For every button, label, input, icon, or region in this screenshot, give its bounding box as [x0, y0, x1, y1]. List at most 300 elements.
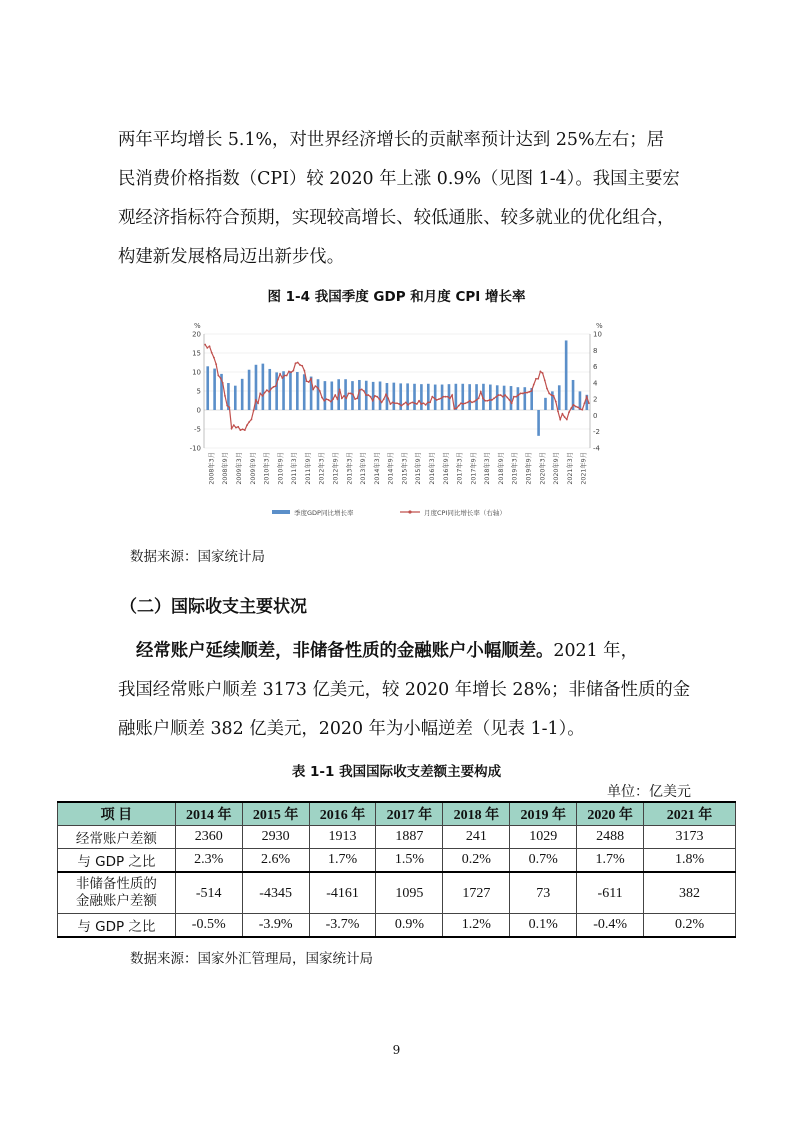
cpi-point	[268, 391, 270, 393]
x-tick-label: 2008年3月	[208, 452, 216, 485]
cpi-point	[235, 427, 237, 429]
cpi-point	[376, 396, 378, 398]
x-tick-label: 2010年3月	[263, 452, 271, 485]
gdp-bar	[427, 384, 430, 410]
cpi-point	[306, 380, 308, 382]
cpi-point	[372, 400, 374, 402]
table-cell: 3173	[644, 826, 736, 849]
x-tick-label: 2012年9月	[332, 452, 340, 485]
bop-paragraph	[118, 671, 700, 749]
gdp-bar	[324, 381, 327, 410]
x-tick-label: 2011年9月	[304, 452, 312, 485]
cpi-point	[277, 379, 279, 381]
right-axis-unit: %	[596, 322, 603, 330]
cpi-point	[339, 388, 341, 390]
cpi-point	[264, 392, 266, 394]
x-tick-label: 2016年3月	[429, 452, 436, 485]
table-cell: 1.8%	[644, 849, 736, 873]
x-tick-label: 2009年9月	[249, 452, 257, 485]
cpi-point	[213, 357, 215, 359]
gdp-cpi-chart	[180, 316, 610, 531]
table-cell: 2360	[175, 826, 242, 849]
cpi-point	[387, 397, 389, 399]
cpi-point	[460, 402, 462, 404]
row-label-line: 金融账户差额	[75, 893, 157, 909]
cpi-point	[502, 396, 504, 398]
cpi-point	[573, 404, 575, 406]
header-cell: 2017 年	[376, 802, 443, 826]
cpi-point	[478, 397, 480, 399]
cpi-point	[231, 428, 233, 430]
right-tick-label: 2	[593, 395, 598, 404]
cpi-point	[303, 370, 305, 372]
cpi-point	[206, 347, 208, 349]
cpi-point	[451, 394, 453, 396]
cpi-point	[350, 393, 352, 395]
cpi-point	[438, 398, 440, 400]
x-tick-label: 2019年3月	[511, 452, 519, 485]
cpi-point	[279, 373, 281, 375]
cpi-point	[365, 394, 367, 396]
x-tick-label: 2019年9月	[525, 452, 533, 485]
cpi-point	[464, 402, 466, 404]
legend-label: 月度CPI同比增长率（右轴）	[424, 509, 506, 517]
row-label-line: 非储备性质的	[75, 876, 157, 892]
cpi-point	[248, 421, 250, 423]
table-row	[58, 872, 736, 914]
cpi-point	[334, 394, 336, 396]
cpi-point	[484, 400, 486, 402]
cpi-point	[259, 393, 261, 395]
table-row	[58, 826, 736, 849]
cpi-point	[539, 371, 541, 373]
cpi-point	[396, 402, 398, 404]
gdp-bar	[565, 340, 568, 410]
figure-caption: 图 1-4 我国季度 GDP 和月度 CPI 增长率	[267, 289, 526, 305]
cpi-point	[310, 378, 312, 380]
cpi-point	[581, 409, 583, 411]
cpi-point	[436, 399, 438, 401]
cpi-point	[385, 393, 387, 395]
cpi-point	[253, 410, 255, 412]
cpi-point	[495, 396, 497, 398]
row-label: 与 GDP 之比	[58, 914, 176, 938]
row-label	[58, 872, 176, 914]
cpi-point	[473, 401, 475, 403]
cpi-point	[341, 397, 343, 399]
left-tick-label: -5	[194, 425, 201, 434]
cpi-point	[517, 394, 519, 396]
right-tick-label: 10	[593, 330, 602, 339]
cpi-point	[326, 398, 328, 400]
cpi-point	[328, 399, 330, 401]
table-cell: 1.7%	[577, 849, 644, 873]
cpi-point	[467, 402, 469, 404]
cpi-point	[487, 400, 489, 402]
text-line: 两年平均增长 5.1%，对世界经济增长的贡献率预计达到 25%左右；居	[118, 130, 665, 150]
gdp-bar	[503, 386, 506, 410]
cpi-point	[383, 398, 385, 400]
x-tick-label: 2015年3月	[401, 452, 409, 485]
x-tick-label: 2014年3月	[373, 452, 381, 485]
x-tick-label: 2014年9月	[387, 452, 395, 485]
cpi-point	[418, 400, 420, 402]
cpi-point	[370, 396, 372, 398]
cpi-point	[354, 398, 356, 400]
table-cell: 1913	[309, 826, 376, 849]
cpi-point	[312, 388, 314, 390]
cpi-point	[453, 408, 455, 410]
cpi-point	[548, 393, 550, 395]
cpi-point	[392, 402, 394, 404]
gdp-bar	[330, 382, 333, 411]
cpi-point	[524, 392, 526, 394]
gdp-bar	[537, 410, 540, 436]
right-tick-label: 4	[593, 379, 598, 388]
cpi-point	[416, 403, 418, 405]
gdp-bar	[489, 385, 492, 410]
gdp-bar	[296, 372, 299, 410]
cpi-point	[511, 402, 513, 404]
header-cell: 2021 年	[644, 802, 736, 826]
right-tick-label: -4	[593, 444, 600, 453]
table-header-row	[58, 802, 736, 826]
cpi-point	[414, 402, 416, 404]
cpi-point	[489, 399, 491, 401]
cpi-point	[270, 388, 272, 390]
cpi-point	[330, 401, 332, 403]
text-line: 我国经常账户顺差 3173 亿美元，较 2020 年增长 28%；非储备性质的金	[118, 680, 691, 700]
table-unit: 单位：亿美元	[607, 784, 691, 800]
cpi-point	[500, 394, 502, 396]
table-cell: 73	[510, 872, 577, 914]
cpi-point	[228, 406, 230, 408]
gdp-bar	[262, 364, 265, 410]
cpi-point	[405, 402, 407, 404]
cpi-point	[506, 397, 508, 399]
cpi-point	[281, 377, 283, 379]
gdp-bar	[510, 386, 513, 410]
cpi-point	[579, 408, 581, 410]
cpi-point	[394, 402, 396, 404]
cpi-point	[233, 424, 235, 426]
bop-table	[57, 801, 736, 938]
table-cell: -3.9%	[242, 914, 309, 938]
header-cell: 2020 年	[577, 802, 644, 826]
gdp-bar	[468, 384, 471, 410]
cpi-point	[332, 398, 334, 400]
table-cell: -3.7%	[309, 914, 376, 938]
cpi-point	[314, 385, 316, 387]
cpi-point	[480, 391, 482, 393]
cpi-point	[509, 399, 511, 401]
header-cell: 2018 年	[443, 802, 510, 826]
cpi-point	[491, 399, 493, 401]
table-cell: 1727	[443, 872, 510, 914]
gdp-bar	[234, 386, 237, 410]
cpi-point	[297, 362, 299, 364]
left-tick-label: -10	[189, 444, 201, 453]
cpi-point	[348, 393, 350, 395]
cpi-point	[401, 405, 403, 407]
cpi-point	[588, 402, 590, 404]
gdp-bars	[206, 340, 588, 435]
cpi-point	[537, 378, 539, 380]
cpi-point	[575, 406, 577, 408]
x-tick-label: 2017年3月	[456, 452, 464, 485]
table-cell: 1887	[376, 826, 443, 849]
left-axis-unit: %	[194, 322, 201, 330]
gdp-bar	[344, 379, 347, 410]
cpi-point	[447, 396, 449, 398]
x-tick-label: 2009年3月	[236, 452, 243, 485]
table-cell: 2.3%	[175, 849, 242, 873]
figure-source: 数据来源：国家统计局	[130, 549, 265, 565]
cpi-point	[378, 398, 380, 400]
cpi-point	[555, 401, 557, 403]
cpi-point	[308, 381, 310, 383]
cpi-point	[292, 370, 294, 372]
cpi-point	[528, 391, 530, 393]
left-tick-label: 10	[192, 368, 201, 377]
cpi-point	[262, 395, 264, 397]
gdp-bar	[248, 370, 251, 410]
cpi-point	[449, 397, 451, 399]
table-cell: 1029	[510, 826, 577, 849]
gdp-bar	[213, 369, 216, 410]
legend-bar-swatch	[272, 510, 290, 514]
table-row	[58, 849, 736, 873]
row-label: 与 GDP 之比	[58, 849, 176, 873]
table-cell: 0.7%	[510, 849, 577, 873]
text-run: 2021 年，	[553, 641, 638, 661]
table-cell: -611	[577, 872, 644, 914]
cpi-point	[566, 419, 568, 421]
cpi-point	[398, 403, 400, 405]
cpi-point	[471, 402, 473, 404]
gdp-bar	[406, 383, 409, 410]
cpi-point	[317, 387, 319, 389]
gdp-bar	[461, 384, 464, 410]
text-line: 融账户顺差 382 亿美元，2020 年为小幅逆差（见表 1-1）。	[118, 719, 585, 739]
left-tick-label: 0	[196, 406, 201, 415]
table-cell: -4161	[309, 872, 376, 914]
cpi-point	[423, 402, 425, 404]
table-cell: 1.7%	[309, 849, 376, 873]
section-heading: （二）国际收支主要状况	[120, 597, 307, 617]
cpi-point	[535, 378, 537, 380]
table-cell: -0.4%	[577, 914, 644, 938]
cpi-point	[568, 411, 570, 413]
gdp-bar	[241, 379, 244, 410]
cpi-point	[469, 400, 471, 402]
bop-paragraph-first-line	[136, 632, 700, 671]
table-cell: 1.2%	[443, 914, 510, 938]
cpi-point	[551, 394, 553, 396]
cpi-point	[244, 429, 246, 431]
x-tick-label: 2015年9月	[415, 452, 423, 485]
cpi-point	[513, 396, 515, 398]
x-tick-label: 2008年9月	[222, 452, 230, 485]
x-tick-label: 2013年3月	[346, 452, 354, 485]
gdp-bar	[379, 382, 382, 411]
cpi-point	[217, 375, 219, 377]
gdp-bar	[517, 387, 520, 410]
cpi-point	[409, 402, 411, 404]
cpi-point	[456, 407, 458, 409]
cpi-point	[363, 390, 365, 392]
cpi-point	[299, 364, 301, 366]
cpi-point	[559, 419, 561, 421]
cpi-point	[239, 429, 241, 431]
cpi-point	[515, 396, 517, 398]
left-tick-label: 15	[192, 349, 201, 358]
table-cell: 2488	[577, 826, 644, 849]
cpi-point	[584, 402, 586, 404]
gdp-bar	[413, 384, 416, 410]
cpi-point	[288, 371, 290, 373]
cpi-point	[407, 404, 409, 406]
cpi-point	[564, 416, 566, 418]
cpi-point	[542, 372, 544, 374]
table-cell: 1095	[376, 872, 443, 914]
gdp-bar	[303, 374, 306, 410]
table-cell: 0.1%	[510, 914, 577, 938]
cpi-point	[570, 407, 572, 409]
table-cell: 382	[644, 872, 736, 914]
cpi-point	[431, 396, 433, 398]
cpi-point	[343, 395, 345, 397]
cpi-point	[319, 390, 321, 392]
table-cell: 0.2%	[443, 849, 510, 873]
x-tick-label: 2018年9月	[497, 452, 505, 485]
cpi-point	[434, 397, 436, 399]
cpi-point	[440, 397, 442, 399]
table-source: 数据来源：国家外汇管理局，国家统计局	[130, 951, 373, 967]
cpi-point	[562, 413, 564, 415]
cpi-point	[482, 397, 484, 399]
cpi-point	[526, 392, 528, 394]
cpi-point	[290, 371, 292, 373]
cpi-point	[321, 397, 323, 399]
left-tick-label: 5	[196, 387, 201, 396]
text-line: 民消费价格指数（CPI）较 2020 年上涨 0.9%（见图 1-4）。我国主要宏	[118, 169, 680, 189]
cpi-point	[476, 399, 478, 401]
header-cell: 项 目	[58, 802, 176, 826]
cpi-point	[442, 396, 444, 398]
right-tick-label: 8	[593, 346, 598, 355]
x-tick-label: 2012年3月	[318, 452, 326, 485]
cpi-point	[345, 397, 347, 399]
cpi-point	[220, 377, 222, 379]
legend-line-marker	[408, 510, 411, 513]
x-tick-label: 2017年9月	[470, 452, 478, 485]
cpi-point	[458, 405, 460, 407]
gdp-bar	[523, 387, 526, 410]
gdp-bar	[475, 384, 478, 410]
row-label: 经常账户差额	[58, 826, 176, 849]
cpi-point	[557, 410, 559, 412]
cpi-point	[367, 394, 369, 396]
table-cell: 241	[443, 826, 510, 849]
cpi-point	[242, 428, 244, 430]
cpi-point	[361, 388, 363, 390]
table-cell: 2930	[242, 826, 309, 849]
cpi-point	[337, 398, 339, 400]
legend-label: 季度GDP同比增长率	[294, 509, 354, 517]
cpi-point	[273, 386, 275, 388]
cpi-point	[374, 395, 376, 397]
text-line: 构建新发展格局迈出新步伐。	[118, 247, 345, 267]
x-tick-label: 2010年9月	[277, 452, 285, 485]
page-number: 9	[392, 1043, 401, 1057]
table-cell: 1.5%	[376, 849, 443, 873]
cpi-point	[224, 395, 226, 397]
x-tick-label: 2016年9月	[442, 452, 450, 485]
cpi-point	[493, 397, 495, 399]
table-cell: -4345	[242, 872, 309, 914]
cpi-point	[445, 396, 447, 398]
table-row	[58, 914, 736, 938]
gdp-bar	[317, 379, 320, 410]
cpi-point	[544, 380, 546, 382]
cpi-point	[286, 375, 288, 377]
cpi-point	[403, 403, 405, 405]
cpi-point	[215, 363, 217, 365]
cpi-point	[204, 344, 206, 346]
gdp-bar	[496, 385, 499, 410]
cpi-point	[381, 402, 383, 404]
cpi-point	[284, 375, 286, 377]
cpi-point	[389, 403, 391, 405]
cpi-point	[504, 394, 506, 396]
cpi-point	[425, 404, 427, 406]
gdp-bar	[544, 398, 547, 410]
gdp-bar	[558, 385, 561, 410]
cpi-point	[246, 424, 248, 426]
cpi-point	[211, 352, 213, 354]
cpi-point	[462, 403, 464, 405]
bold-lead-sentence: 经常账户延续顺差，非储备性质的金融账户小幅顺差。	[136, 641, 554, 661]
x-tick-label: 2013年9月	[360, 452, 367, 485]
header-cell: 2014 年	[175, 802, 242, 826]
cpi-point	[520, 393, 522, 395]
cpi-point	[352, 393, 354, 395]
cpi-point	[359, 389, 361, 391]
cpi-point	[295, 362, 297, 364]
cpi-point	[257, 402, 259, 404]
cpi-point	[427, 402, 429, 404]
x-tick-label: 2021年3月	[566, 452, 574, 485]
gdp-bar	[579, 391, 582, 410]
gdp-bar	[289, 371, 292, 410]
right-tick-label: -2	[593, 428, 600, 437]
gdp-bar	[393, 383, 396, 410]
cpi-point	[255, 399, 257, 401]
x-tick-label: 2018年3月	[484, 452, 492, 485]
cpi-point	[586, 396, 588, 398]
cpi-point	[237, 426, 239, 428]
cpi-point	[553, 395, 555, 397]
cpi-point	[222, 382, 224, 384]
gdp-bar	[206, 366, 209, 410]
table-cell: -0.5%	[175, 914, 242, 938]
right-tick-label: 6	[593, 363, 598, 372]
x-tick-label: 2020年3月	[539, 452, 547, 485]
table-cell: 0.9%	[376, 914, 443, 938]
cpi-point	[577, 406, 579, 408]
cpi-point	[533, 384, 535, 386]
